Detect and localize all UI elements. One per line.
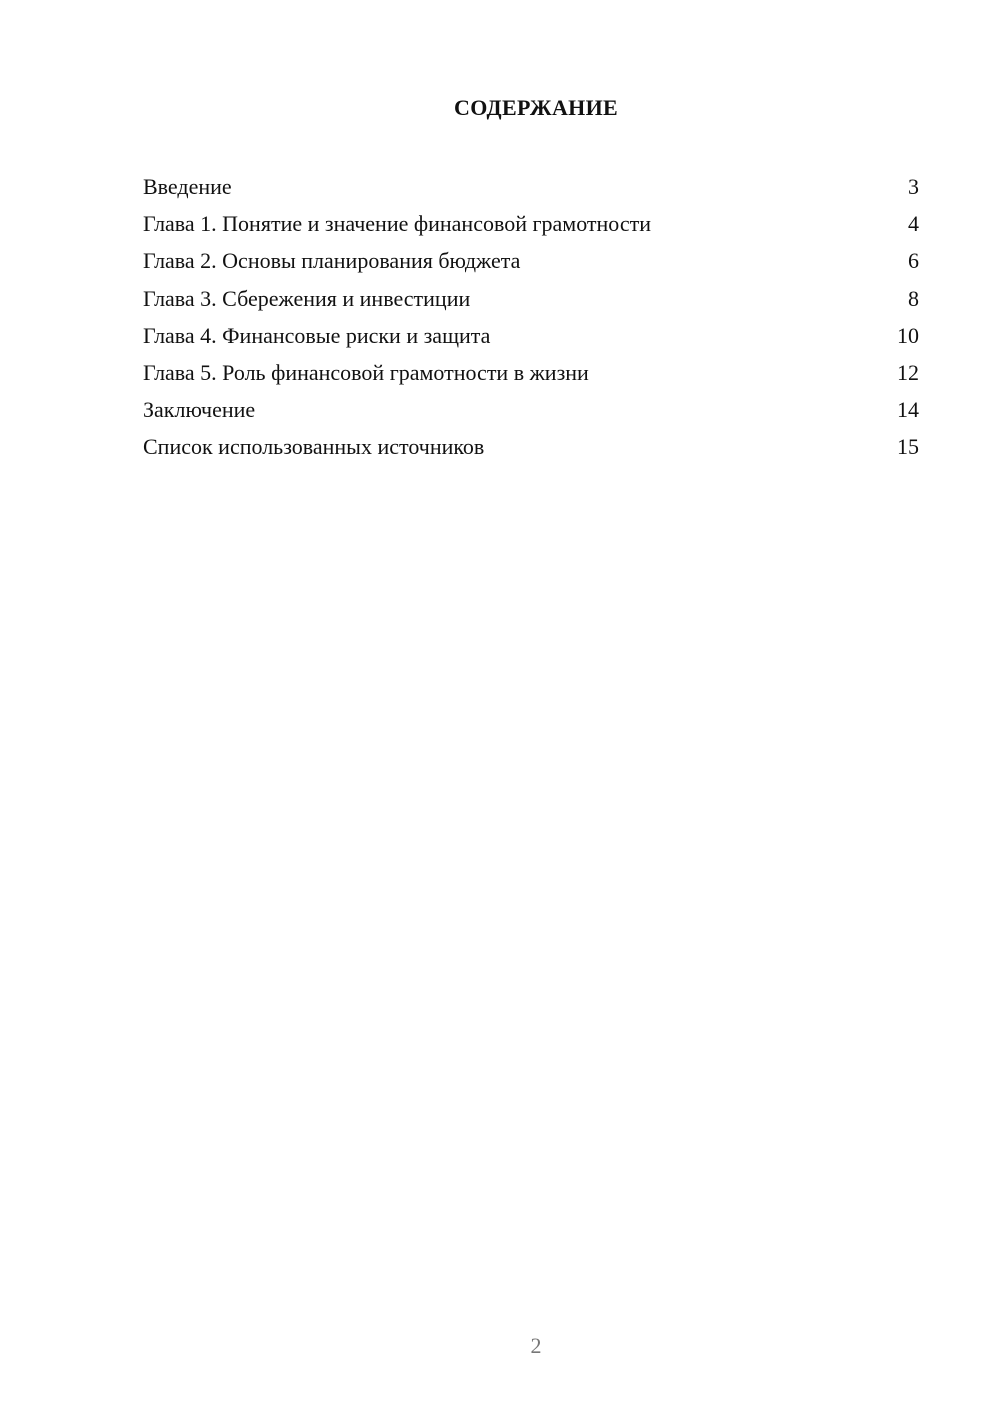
- toc-entry-title: Глава 4. Финансовые риски и защита: [143, 322, 491, 348]
- toc-entry-chapter-4[interactable]: [143, 317, 919, 354]
- toc-entry-title: Глава 3. Сбережения и инвестиции: [143, 285, 471, 311]
- toc-entry-page: 3: [908, 174, 919, 199]
- toc-entry-title: Глава 5. Роль финансовой грамотности в жизни: [143, 359, 589, 385]
- toc-entry-introduction[interactable]: [143, 168, 919, 205]
- toc-entry-chapter-2[interactable]: [143, 242, 919, 279]
- toc-entry-page: 14: [897, 397, 919, 423]
- page-number: 2: [530, 1333, 542, 1358]
- toc-entry-page: 10: [897, 322, 919, 348]
- toc-entry-title: Глава 2. Основы планирования бюджета: [143, 248, 521, 274]
- toc-entry-page: 4: [908, 211, 919, 237]
- toc-entry-page: 6: [908, 248, 919, 274]
- toc-entry-chapter-1[interactable]: [143, 205, 919, 242]
- toc-entry-title: Введение: [143, 174, 232, 199]
- toc-entry-chapter-3[interactable]: [143, 280, 919, 317]
- toc-entry-page: 12: [897, 359, 919, 385]
- toc-entry-chapter-5[interactable]: [143, 354, 919, 391]
- toc-entry-title: Список использованных источников: [143, 434, 485, 460]
- toc-entry-page: 15: [897, 434, 919, 460]
- toc-entry-conclusion[interactable]: [143, 391, 919, 428]
- table-of-contents: [143, 168, 919, 466]
- toc-entry-title: Заключение: [143, 397, 256, 423]
- toc-entry-title: Глава 1. Понятие и значение финансовой грамотности: [143, 211, 651, 237]
- page-title: СОДЕРЖАНИЕ: [454, 95, 618, 120]
- toc-entry-references[interactable]: [143, 428, 919, 465]
- toc-entry-page: 8: [908, 285, 919, 311]
